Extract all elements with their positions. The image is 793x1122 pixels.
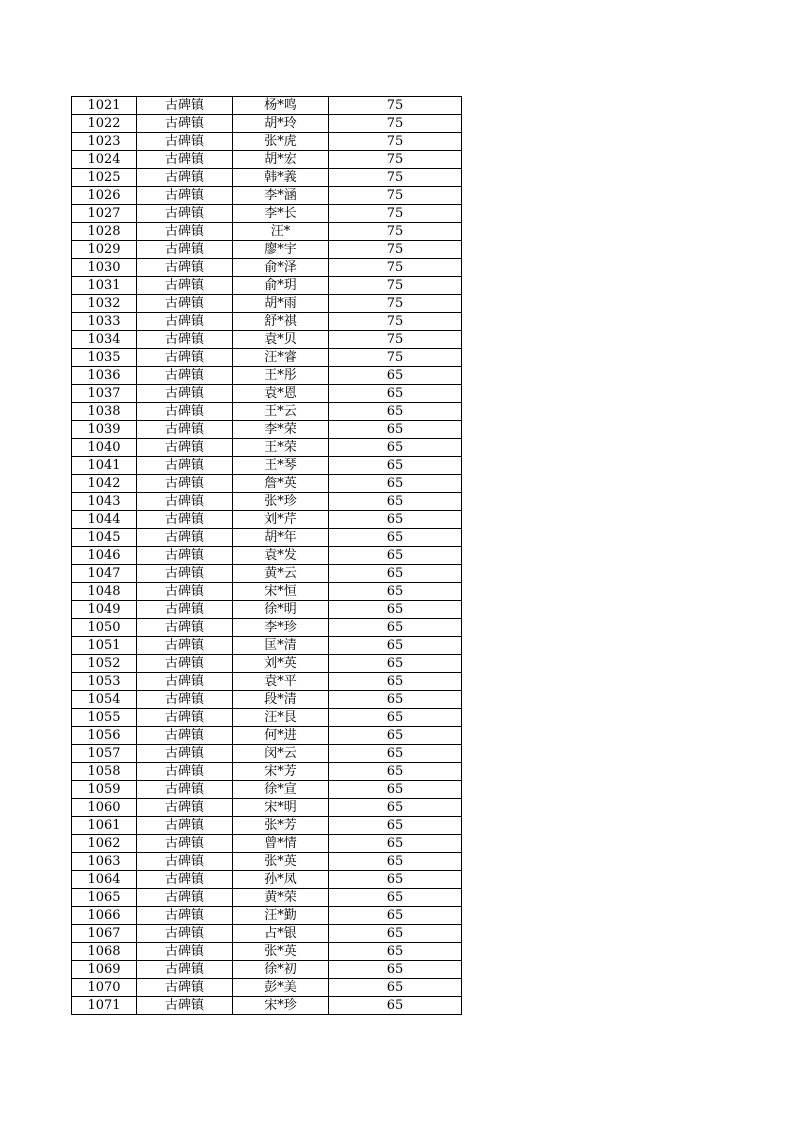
cell-number: 1060 [72, 799, 137, 817]
cell-town: 古碑镇 [137, 277, 233, 295]
cell-value: 65 [329, 979, 462, 997]
cell-number: 1054 [72, 691, 137, 709]
cell-town: 古碑镇 [137, 943, 233, 961]
cell-name: 曾*情 [233, 835, 329, 853]
cell-town: 古碑镇 [137, 709, 233, 727]
table-row [72, 349, 462, 367]
cell-value: 65 [329, 565, 462, 583]
table-row [72, 925, 462, 943]
table-body [72, 97, 462, 1015]
cell-number: 1067 [72, 925, 137, 943]
table-row [72, 241, 462, 259]
cell-name: 廖*宇 [233, 241, 329, 259]
cell-name: 汪*睿 [233, 349, 329, 367]
cell-value: 65 [329, 889, 462, 907]
table-row [72, 151, 462, 169]
cell-name: 张*虎 [233, 133, 329, 151]
cell-value: 65 [329, 511, 462, 529]
cell-number: 1065 [72, 889, 137, 907]
table-row [72, 439, 462, 457]
cell-number: 1066 [72, 907, 137, 925]
cell-town: 古碑镇 [137, 547, 233, 565]
cell-number: 1043 [72, 493, 137, 511]
cell-number: 1023 [72, 133, 137, 151]
cell-town: 古碑镇 [137, 655, 233, 673]
cell-value: 75 [329, 115, 462, 133]
cell-town: 古碑镇 [137, 727, 233, 745]
cell-number: 1044 [72, 511, 137, 529]
table-row [72, 961, 462, 979]
cell-name: 胡*年 [233, 529, 329, 547]
cell-name: 袁*平 [233, 673, 329, 691]
cell-name: 胡*雨 [233, 295, 329, 313]
cell-town: 古碑镇 [137, 187, 233, 205]
table-row [72, 511, 462, 529]
cell-name: 宋*恒 [233, 583, 329, 601]
cell-value: 65 [329, 439, 462, 457]
cell-number: 1046 [72, 547, 137, 565]
cell-value: 65 [329, 781, 462, 799]
cell-town: 古碑镇 [137, 637, 233, 655]
cell-value: 65 [329, 457, 462, 475]
cell-town: 古碑镇 [137, 925, 233, 943]
table-row [72, 979, 462, 997]
cell-value: 65 [329, 763, 462, 781]
cell-town: 古碑镇 [137, 313, 233, 331]
cell-name: 汪*艮 [233, 709, 329, 727]
cell-value: 65 [329, 799, 462, 817]
table-row [72, 205, 462, 223]
cell-number: 1021 [72, 97, 137, 115]
cell-name: 王*荣 [233, 439, 329, 457]
cell-number: 1056 [72, 727, 137, 745]
cell-name: 孙*凤 [233, 871, 329, 889]
cell-number: 1048 [72, 583, 137, 601]
table-row [72, 187, 462, 205]
table-row [72, 745, 462, 763]
cell-number: 1039 [72, 421, 137, 439]
cell-town: 古碑镇 [137, 907, 233, 925]
cell-name: 黄*云 [233, 565, 329, 583]
cell-value: 65 [329, 709, 462, 727]
cell-value: 65 [329, 385, 462, 403]
cell-number: 1022 [72, 115, 137, 133]
cell-town: 古碑镇 [137, 97, 233, 115]
cell-value: 65 [329, 853, 462, 871]
cell-town: 古碑镇 [137, 781, 233, 799]
table-row [72, 763, 462, 781]
cell-number: 1029 [72, 241, 137, 259]
table-row [72, 403, 462, 421]
cell-number: 1052 [72, 655, 137, 673]
cell-number: 1057 [72, 745, 137, 763]
cell-town: 古碑镇 [137, 493, 233, 511]
cell-value: 75 [329, 187, 462, 205]
table-row [72, 565, 462, 583]
cell-value: 65 [329, 601, 462, 619]
table-row [72, 223, 462, 241]
cell-name: 袁*贝 [233, 331, 329, 349]
table-row [72, 313, 462, 331]
data-table [71, 96, 462, 1015]
cell-town: 古碑镇 [137, 259, 233, 277]
cell-value: 65 [329, 997, 462, 1015]
cell-number: 1051 [72, 637, 137, 655]
cell-town: 古碑镇 [137, 205, 233, 223]
cell-town: 古碑镇 [137, 295, 233, 313]
cell-number: 1040 [72, 439, 137, 457]
cell-town: 古碑镇 [137, 889, 233, 907]
cell-value: 65 [329, 583, 462, 601]
cell-number: 1034 [72, 331, 137, 349]
cell-number: 1030 [72, 259, 137, 277]
cell-name: 詹*英 [233, 475, 329, 493]
cell-town: 古碑镇 [137, 511, 233, 529]
cell-value: 65 [329, 907, 462, 925]
cell-name: 李*珍 [233, 619, 329, 637]
cell-town: 古碑镇 [137, 745, 233, 763]
cell-town: 古碑镇 [137, 439, 233, 457]
cell-value: 65 [329, 691, 462, 709]
cell-value: 75 [329, 205, 462, 223]
cell-town: 古碑镇 [137, 565, 233, 583]
cell-name: 俞*玥 [233, 277, 329, 295]
cell-town: 古碑镇 [137, 691, 233, 709]
table-row [72, 277, 462, 295]
table-row [72, 97, 462, 115]
cell-town: 古碑镇 [137, 475, 233, 493]
cell-name: 占*银 [233, 925, 329, 943]
cell-value: 75 [329, 277, 462, 295]
cell-value: 75 [329, 241, 462, 259]
cell-name: 李*涵 [233, 187, 329, 205]
cell-name: 刘*英 [233, 655, 329, 673]
cell-value: 75 [329, 169, 462, 187]
cell-name: 张*芳 [233, 817, 329, 835]
cell-name: 匡*清 [233, 637, 329, 655]
cell-town: 古碑镇 [137, 331, 233, 349]
cell-value: 65 [329, 421, 462, 439]
cell-value: 75 [329, 97, 462, 115]
table-row [72, 727, 462, 745]
table-row [72, 889, 462, 907]
cell-value: 65 [329, 619, 462, 637]
cell-name: 闵*云 [233, 745, 329, 763]
cell-value: 65 [329, 835, 462, 853]
cell-number: 1041 [72, 457, 137, 475]
cell-town: 古碑镇 [137, 367, 233, 385]
cell-town: 古碑镇 [137, 817, 233, 835]
cell-value: 75 [329, 151, 462, 169]
table-row [72, 817, 462, 835]
cell-number: 1028 [72, 223, 137, 241]
cell-name: 王*琴 [233, 457, 329, 475]
cell-number: 1070 [72, 979, 137, 997]
table-row [72, 295, 462, 313]
cell-number: 1037 [72, 385, 137, 403]
cell-value: 65 [329, 547, 462, 565]
table-row [72, 709, 462, 727]
cell-value: 75 [329, 331, 462, 349]
cell-town: 古碑镇 [137, 979, 233, 997]
table-row [72, 529, 462, 547]
cell-number: 1045 [72, 529, 137, 547]
cell-town: 古碑镇 [137, 385, 233, 403]
cell-number: 1025 [72, 169, 137, 187]
cell-number: 1069 [72, 961, 137, 979]
cell-number: 1064 [72, 871, 137, 889]
table-row [72, 583, 462, 601]
cell-value: 65 [329, 655, 462, 673]
cell-value: 65 [329, 529, 462, 547]
cell-town: 古碑镇 [137, 349, 233, 367]
table-row [72, 169, 462, 187]
table-row [72, 853, 462, 871]
cell-town: 古碑镇 [137, 133, 233, 151]
cell-number: 1027 [72, 205, 137, 223]
cell-town: 古碑镇 [137, 529, 233, 547]
cell-town: 古碑镇 [137, 403, 233, 421]
cell-number: 1071 [72, 997, 137, 1015]
cell-name: 宋*珍 [233, 997, 329, 1015]
cell-name: 宋*芳 [233, 763, 329, 781]
cell-value: 65 [329, 403, 462, 421]
cell-town: 古碑镇 [137, 853, 233, 871]
cell-value: 65 [329, 727, 462, 745]
table-row [72, 835, 462, 853]
cell-town: 古碑镇 [137, 421, 233, 439]
cell-town: 古碑镇 [137, 601, 233, 619]
cell-number: 1058 [72, 763, 137, 781]
cell-name: 张*珍 [233, 493, 329, 511]
cell-number: 1031 [72, 277, 137, 295]
table-row [72, 637, 462, 655]
table-row [72, 457, 462, 475]
cell-name: 宋*明 [233, 799, 329, 817]
cell-value: 75 [329, 295, 462, 313]
table-row [72, 907, 462, 925]
cell-value: 75 [329, 223, 462, 241]
table-row [72, 367, 462, 385]
cell-value: 65 [329, 367, 462, 385]
cell-value: 65 [329, 871, 462, 889]
cell-name: 彭*美 [233, 979, 329, 997]
cell-name: 袁*发 [233, 547, 329, 565]
cell-town: 古碑镇 [137, 457, 233, 475]
cell-value: 65 [329, 925, 462, 943]
cell-name: 张*英 [233, 853, 329, 871]
table-row [72, 799, 462, 817]
cell-name: 何*进 [233, 727, 329, 745]
cell-town: 古碑镇 [137, 673, 233, 691]
cell-name: 徐*明 [233, 601, 329, 619]
cell-town: 古碑镇 [137, 835, 233, 853]
cell-number: 1024 [72, 151, 137, 169]
cell-number: 1063 [72, 853, 137, 871]
table-row [72, 493, 462, 511]
cell-name: 舒*祺 [233, 313, 329, 331]
cell-number: 1047 [72, 565, 137, 583]
cell-town: 古碑镇 [137, 223, 233, 241]
table-row [72, 781, 462, 799]
cell-number: 1049 [72, 601, 137, 619]
cell-name: 李*长 [233, 205, 329, 223]
cell-value: 65 [329, 961, 462, 979]
cell-name: 汪*勤 [233, 907, 329, 925]
table-row [72, 943, 462, 961]
cell-value: 65 [329, 745, 462, 763]
table-row [72, 691, 462, 709]
cell-number: 1055 [72, 709, 137, 727]
cell-number: 1059 [72, 781, 137, 799]
table-row [72, 997, 462, 1015]
table-row [72, 601, 462, 619]
cell-name: 徐*宣 [233, 781, 329, 799]
cell-town: 古碑镇 [137, 115, 233, 133]
cell-town: 古碑镇 [137, 151, 233, 169]
cell-value: 75 [329, 133, 462, 151]
cell-number: 1036 [72, 367, 137, 385]
table-row [72, 655, 462, 673]
cell-name: 黄*荣 [233, 889, 329, 907]
cell-name: 杨*鸣 [233, 97, 329, 115]
table-row [72, 133, 462, 151]
cell-value: 65 [329, 637, 462, 655]
cell-value: 75 [329, 259, 462, 277]
cell-number: 1068 [72, 943, 137, 961]
cell-name: 韩*義 [233, 169, 329, 187]
cell-name: 胡*宏 [233, 151, 329, 169]
cell-name: 王*云 [233, 403, 329, 421]
table-row [72, 673, 462, 691]
cell-number: 1050 [72, 619, 137, 637]
cell-name: 袁*恩 [233, 385, 329, 403]
cell-name: 俞*泽 [233, 259, 329, 277]
table-row [72, 331, 462, 349]
cell-number: 1042 [72, 475, 137, 493]
cell-value: 65 [329, 475, 462, 493]
cell-town: 古碑镇 [137, 799, 233, 817]
cell-town: 古碑镇 [137, 997, 233, 1015]
cell-number: 1062 [72, 835, 137, 853]
cell-name: 徐*初 [233, 961, 329, 979]
cell-number: 1053 [72, 673, 137, 691]
table-row [72, 871, 462, 889]
cell-town: 古碑镇 [137, 763, 233, 781]
table-row [72, 475, 462, 493]
cell-town: 古碑镇 [137, 169, 233, 187]
cell-name: 刘*芹 [233, 511, 329, 529]
cell-town: 古碑镇 [137, 583, 233, 601]
cell-town: 古碑镇 [137, 241, 233, 259]
cell-town: 古碑镇 [137, 871, 233, 889]
table-row [72, 547, 462, 565]
cell-value: 65 [329, 817, 462, 835]
cell-value: 65 [329, 493, 462, 511]
cell-value: 75 [329, 349, 462, 367]
cell-name: 王*彤 [233, 367, 329, 385]
cell-name: 胡*玲 [233, 115, 329, 133]
cell-town: 古碑镇 [137, 619, 233, 637]
cell-number: 1032 [72, 295, 137, 313]
cell-name: 汪* [233, 223, 329, 241]
table-row [72, 619, 462, 637]
cell-number: 1035 [72, 349, 137, 367]
cell-town: 古碑镇 [137, 961, 233, 979]
table-row [72, 259, 462, 277]
cell-name: 李*荣 [233, 421, 329, 439]
cell-number: 1026 [72, 187, 137, 205]
cell-value: 65 [329, 673, 462, 691]
cell-number: 1038 [72, 403, 137, 421]
cell-value: 65 [329, 943, 462, 961]
cell-number: 1033 [72, 313, 137, 331]
table-row [72, 115, 462, 133]
table-row [72, 421, 462, 439]
cell-name: 段*清 [233, 691, 329, 709]
cell-name: 张*英 [233, 943, 329, 961]
cell-value: 75 [329, 313, 462, 331]
cell-number: 1061 [72, 817, 137, 835]
table-row [72, 385, 462, 403]
